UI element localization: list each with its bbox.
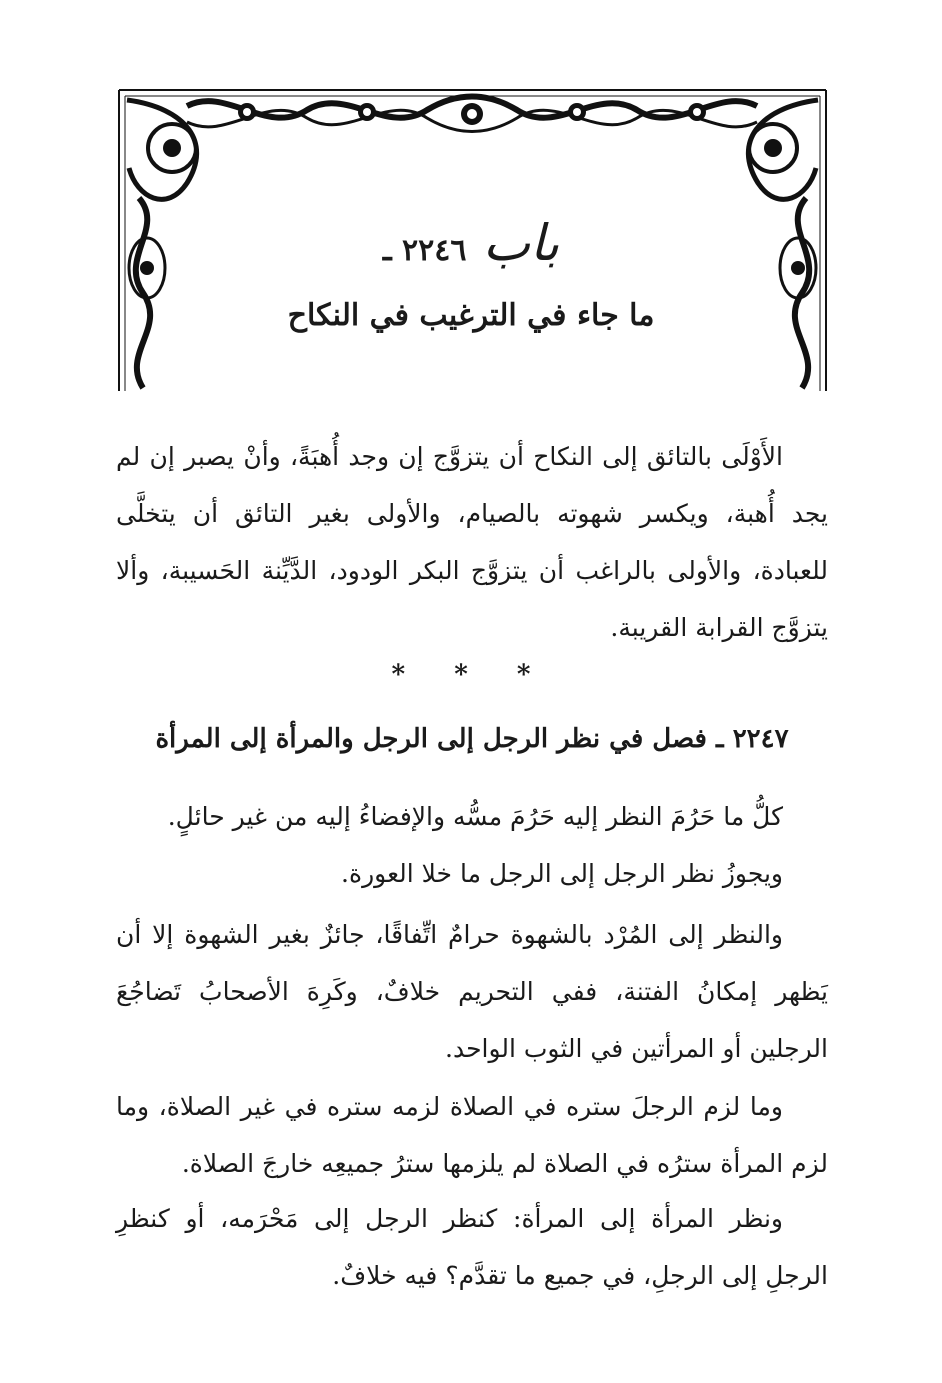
section-paragraph-1: كلُّ ما حَرُمَ النظر إليه حَرُمَ مسُّه والإفضاءُ إليه من غير حائلٍ. xyxy=(167,802,783,831)
chapter-title: ما جاء في الترغيب في النكاح xyxy=(287,298,655,333)
section-paragraph-4: وما لزم الرجلَ ستره في الصلاة لزمه ستره في غير الصلاة، وما لزم المرأة سترُه في الصلاة لم يلزمها سترُ جميعِه خارجَ الصلاة. xyxy=(116,1092,828,1178)
section-paragraph-2: ويجوزُ نظر الرجل إلى الرجل ما خلا العورة. xyxy=(341,859,783,888)
chapter-number-line xyxy=(0,214,942,272)
chapter-number: ٢٢٤٦ ـ xyxy=(382,233,467,268)
intro-paragraph: الأَوْلَى بالتائق إلى النكاح أن يتزوَّج إن وجد أُهبَةً، وأنْ يصبر إن لم يجد أُهبة، ويكسر شهوته بالصيام، والأولى بغير التائق أن يتخلَّى للعبادة، والأولى بالراغب أن يتزوَّج البكر الودود، الدَّيِّنة الحَسيبة، وألا يتزوَّج القرابة القريبة. xyxy=(116,442,828,642)
section-paragraph-5: ونظر المرأة إلى المرأة: كنظر الرجل إلى مَحْرَمه، أو كنظرِ الرجلِ إلى الرجلِ، في جميع ما تقدَّم؟ فيه خلافٌ. xyxy=(116,1204,828,1290)
bab-word: باب xyxy=(482,214,560,272)
section-paragraph-3: والنظر إلى المُرْد بالشهوة حرامٌ اتِّفاقًا، جائزٌ بغير الشهوة إلا أن يَظهر إمكانُ الفتنة، ففي التحريم خلافٌ، وكَرِهَ الأصحابُ تَضاجُعَ الرجلين أو المرأتين في الثوب الواحد. xyxy=(116,920,828,1063)
section-heading: ٢٢٤٧ ـ فصل في نظر الرجل إلى الرجل والمرأة إلى المرأة xyxy=(155,724,789,754)
section-separator: * * * xyxy=(391,660,551,690)
